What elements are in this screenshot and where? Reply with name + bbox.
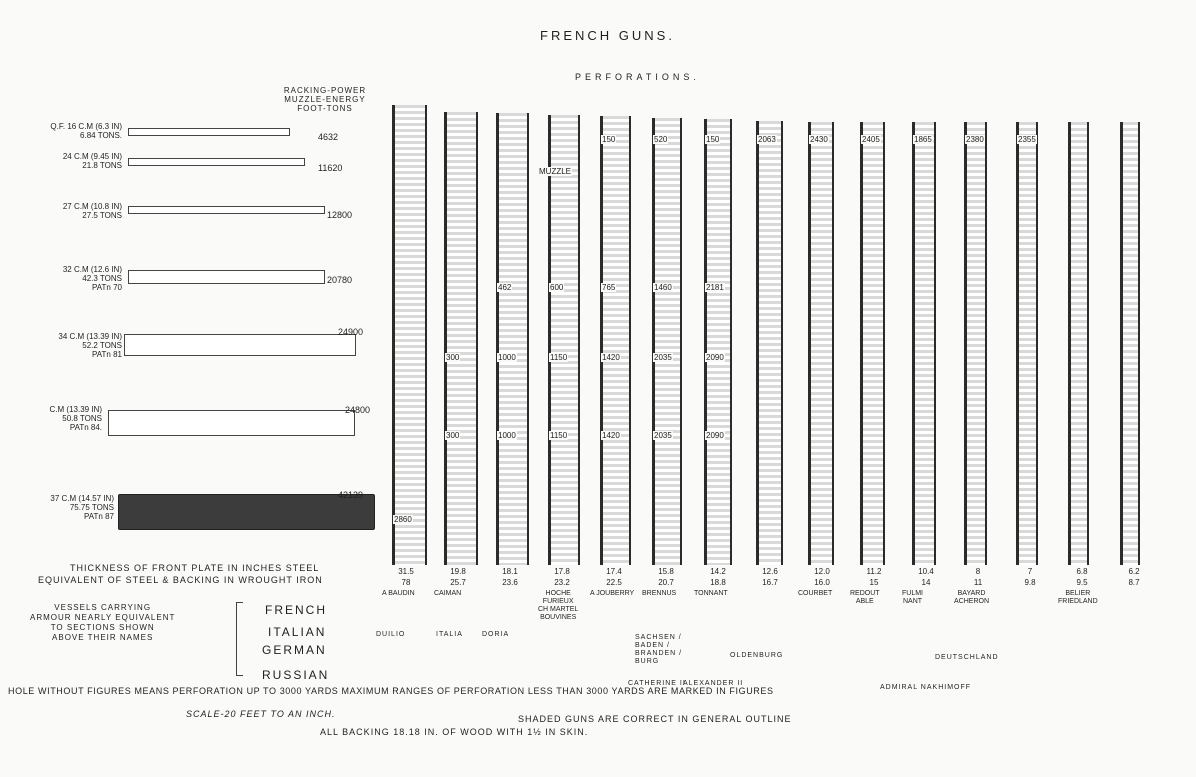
nation-german: GERMAN: [262, 643, 327, 657]
perforation-range-label: 2035: [654, 353, 672, 362]
gun-name-2: [2, 152, 122, 170]
plate-vessel-label: HOCHE FURIEUX CH MARTEL BOUVINES: [538, 590, 579, 621]
plate-vessel-label: BAYARD ACHERON: [954, 590, 990, 605]
perforation-range-label: 1460: [654, 283, 672, 292]
perforation-range-label: 1865: [914, 135, 932, 144]
perforation-range-label: 300: [446, 431, 460, 440]
perforation-range-label: 2860: [394, 515, 412, 524]
perforation-range-label: 1420: [602, 353, 620, 362]
plate-strip: [444, 112, 478, 566]
plate-equivalent-label: 15: [869, 578, 879, 587]
plate-thickness-label: 7: [1027, 567, 1033, 576]
plate-equivalent-label: 9.5: [1076, 578, 1088, 587]
plate-equivalent-label: 23.6: [502, 578, 518, 587]
gun-name-7: [2, 494, 114, 521]
legend-line-2: ARMOUR NEARLY EQUIVALENT: [30, 613, 176, 622]
plate-strip: [496, 113, 529, 565]
gun-6-line-3: PATn 84.: [69, 423, 102, 432]
nation-french: FRENCH: [265, 603, 327, 617]
perforation-range-label: 2063: [758, 135, 776, 144]
perforation-range-label: 1420: [602, 431, 620, 440]
plate-vessel-label: REDOUT ABLE: [850, 590, 880, 605]
vessel-duilio: DUILIO: [376, 631, 406, 638]
perforation-range-label: 1000: [498, 353, 516, 362]
vessel-alexander: ALEXANDER II: [683, 680, 744, 687]
perforation-range-label: 2405: [862, 135, 880, 144]
gun-barrel-3: [128, 206, 325, 214]
gun-name-3: [2, 202, 122, 220]
vessel-deutschland: DEUTSCHLAND: [935, 654, 999, 661]
vessel-german-group: SACHSEN / BADEN / BRANDEN / BURG: [635, 634, 683, 665]
plate-strip: [392, 105, 427, 565]
plate-vessel-label: A BAUDIN: [382, 590, 415, 597]
plate-equivalent-label: 25.7: [450, 578, 466, 587]
gun-energy-1: 4632: [318, 132, 339, 142]
backing-note: ALL BACKING 18.18 IN. OF WOOD WITH 1½ IN SKIN.: [320, 727, 589, 737]
plate-equivalent-label: 16.0: [814, 578, 830, 587]
plate-vessel-label: CAIMAN: [434, 590, 462, 597]
plate-strip: [548, 115, 580, 566]
plate-thickness-label: 6.2: [1128, 567, 1140, 576]
gun-7-line-1: 37 C.M (14.57 IN): [50, 494, 114, 503]
equivalent-label: EQUIVALENT OF STEEL & BACKING IN WROUGHT IRON: [38, 575, 323, 585]
perforation-range-label: 150: [706, 135, 720, 144]
gun-6-line-1: C.M (13.39 IN): [49, 405, 102, 414]
gun-barrel-4: [128, 270, 325, 284]
gun-6-line-2: 50.8 TONS: [62, 414, 102, 423]
gun-3-line-1: 27 C.M (10.8 IN): [62, 202, 122, 211]
plate-thickness-label: 11.2: [866, 567, 882, 576]
plate-strip: [912, 122, 936, 565]
plate-thickness-label: 19.8: [450, 567, 466, 576]
gun-7-line-2: 75.75 TONS: [69, 503, 114, 512]
gun-barrel-2: [128, 158, 305, 166]
gun-5-line-3: PATn 81: [92, 350, 122, 359]
vessel-catherine: CATHERINE II: [628, 680, 686, 687]
plate-vessel-label: BELIER FRIEDLAND: [1058, 590, 1098, 605]
gun-energy-6: 24800: [345, 405, 371, 415]
plate-thickness-label: 17.4: [606, 567, 622, 576]
plate-strip: [964, 122, 987, 565]
perforation-range-label: 300: [446, 353, 460, 362]
plate-equivalent-label: 22.5: [606, 578, 622, 587]
perforation-plates: [380, 105, 1140, 621]
gun-4-line-2: 42.3 TONS: [82, 274, 122, 283]
perforation-range-label: 462: [498, 283, 512, 292]
plate-strip: [1068, 122, 1089, 565]
perforation-range-label: 600: [550, 283, 564, 292]
perforation-range-label: 520: [654, 135, 668, 144]
gun-name-4: [2, 265, 122, 292]
plate-thickness-label: 10.4: [918, 567, 934, 576]
plate-strip: [1120, 122, 1140, 565]
gun-energy-7: 42139: [338, 490, 364, 500]
plate-strip: [860, 122, 885, 565]
gun-5-line-1: 34 C.M (13.39 IN): [58, 332, 122, 341]
plate-thickness-label: 31.5: [398, 567, 414, 576]
perforations-subtitle: PERFORATIONS.: [575, 72, 700, 82]
gun-5-line-2: 52.2 TONS: [82, 341, 122, 350]
vessel-nakhimoff: ADMIRAL NAKHIMOFF: [880, 684, 972, 691]
gun-3-line-2: 27.5 TONS: [82, 211, 122, 220]
perforation-range-label: 2380: [966, 135, 984, 144]
shaded-note: SHADED GUNS ARE CORRECT IN GENERAL OUTLINE: [518, 714, 792, 724]
plate-thickness-label: 12.0: [814, 567, 830, 576]
plate-thickness-label: 12.6: [762, 567, 778, 576]
nation-italian: ITALIAN: [268, 625, 327, 639]
plate-thickness-label: 15.8: [658, 567, 674, 576]
gun-1-line-1: Q.F. 16 C.M (6.3 IN): [50, 122, 122, 131]
perforation-range-label: 2090: [706, 431, 724, 440]
plate-vessel-label: COURBET: [798, 590, 833, 597]
perforation-range-label: 2355: [1018, 135, 1036, 144]
scale-note: SCALE-20 FEET TO AN INCH.: [186, 709, 336, 719]
legend-line-1: VESSELS CARRYING: [54, 603, 152, 612]
legend-line-4: ABOVE THEIR NAMES: [52, 633, 154, 642]
plate-equivalent-label: 20.7: [658, 578, 674, 587]
plate-thickness-label: 18.1: [502, 567, 518, 576]
header-line-2: MUZZLE-ENERGY: [284, 95, 366, 104]
footer-note-1: HOLE WITHOUT FIGURES MEANS PERFORATION UP TO 3000 YARDS MAXIMUM RANGES OF PERFORATION LESS THAN 3000 YARDS ARE MARKED IN FIGURES: [8, 686, 774, 696]
plate-strip: [652, 118, 682, 566]
vessel-doria: DORIA: [482, 631, 510, 638]
page-title: FRENCH GUNS.: [540, 28, 675, 43]
plate-thickness-label: 14.2: [710, 567, 726, 576]
muzzle-label: MUZZLE: [539, 167, 571, 176]
gun-7-line-3: PATn 87: [84, 512, 114, 521]
plate-equivalent-label: 78: [401, 578, 411, 587]
gun-1-line-2: 6.84 TONS.: [80, 131, 122, 140]
plate-equivalent-label: 8.7: [1128, 578, 1140, 587]
perforation-range-label: 765: [602, 283, 616, 292]
nation-brace: [236, 602, 243, 676]
plate-strip: [704, 119, 732, 565]
gun-name-6: [2, 405, 102, 432]
energy-header: [275, 86, 375, 113]
plate-equivalent-label: 18.8: [710, 578, 726, 587]
gun-4-line-3: PATn 70: [92, 283, 122, 292]
perforation-range-label: 2181: [706, 283, 724, 292]
perforation-range-label: 1150: [550, 431, 568, 440]
vessel-oldenburg: OLDENBURG: [730, 652, 784, 659]
header-line-3: FOOT-TONS: [297, 104, 353, 113]
gun-energy-3: 12800: [327, 210, 353, 220]
gun-energy-4: 20780: [327, 275, 353, 285]
plate-thickness-label: 6.8: [1076, 567, 1088, 576]
perforation-range-label: 150: [602, 135, 616, 144]
perforation-range-label: 1000: [498, 431, 516, 440]
perforation-range-label: 2035: [654, 431, 672, 440]
nation-russian: RUSSIAN: [262, 668, 330, 682]
plate-equivalent-label: 11: [973, 578, 983, 587]
plate-vessel-label: BRENNUS: [642, 590, 677, 597]
gun-barrel-5: [124, 334, 356, 356]
vessels-legend: [30, 603, 175, 643]
perforation-range-label: 1150: [550, 353, 568, 362]
plate-equivalent-label: 14: [921, 578, 931, 587]
header-line-1: RACKING-POWER: [283, 86, 367, 95]
plate-strip: [756, 121, 783, 566]
gun-barrel-1: [128, 128, 290, 136]
thickness-label: THICKNESS OF FRONT PLATE IN INCHES STEEL: [70, 563, 320, 573]
gun-name-1: [2, 122, 122, 140]
gun-4-line-1: 32 C.M (12.6 IN): [62, 265, 122, 274]
gun-2-line-2: 21.8 TONS: [82, 161, 122, 170]
gun-barrel-6: [108, 410, 355, 436]
plate-equivalent-label: 16.7: [762, 578, 778, 587]
plate-vessel-label: FULMI NANT: [902, 590, 923, 605]
legend-line-3: TO SECTIONS SHOWN: [50, 623, 155, 632]
perforation-range-label: 2430: [810, 135, 828, 144]
plate-strip: [808, 122, 834, 565]
plate-thickness-label: 17.8: [554, 567, 570, 576]
gun-energy-5: 24900: [338, 327, 364, 337]
gun-name-5: [2, 332, 122, 359]
plate-vessel-label: A JOUBERRY: [590, 590, 635, 597]
perforation-range-label: 2090: [706, 353, 724, 362]
gun-barrel-7: [118, 494, 375, 530]
gun-2-line-1: 24 C.M (9.45 IN): [62, 152, 122, 161]
gun-energy-2: 11620: [318, 163, 343, 173]
plate-strip: [600, 116, 631, 565]
plate-strip: [1016, 122, 1038, 565]
plate-vessel-label: TONNANT: [694, 590, 728, 597]
plate-equivalent-label: 23.2: [554, 578, 570, 587]
plate-equivalent-label: 9.8: [1024, 578, 1036, 587]
plate-thickness-label: 8: [975, 567, 981, 576]
vessel-italia: ITALIA: [436, 631, 463, 638]
